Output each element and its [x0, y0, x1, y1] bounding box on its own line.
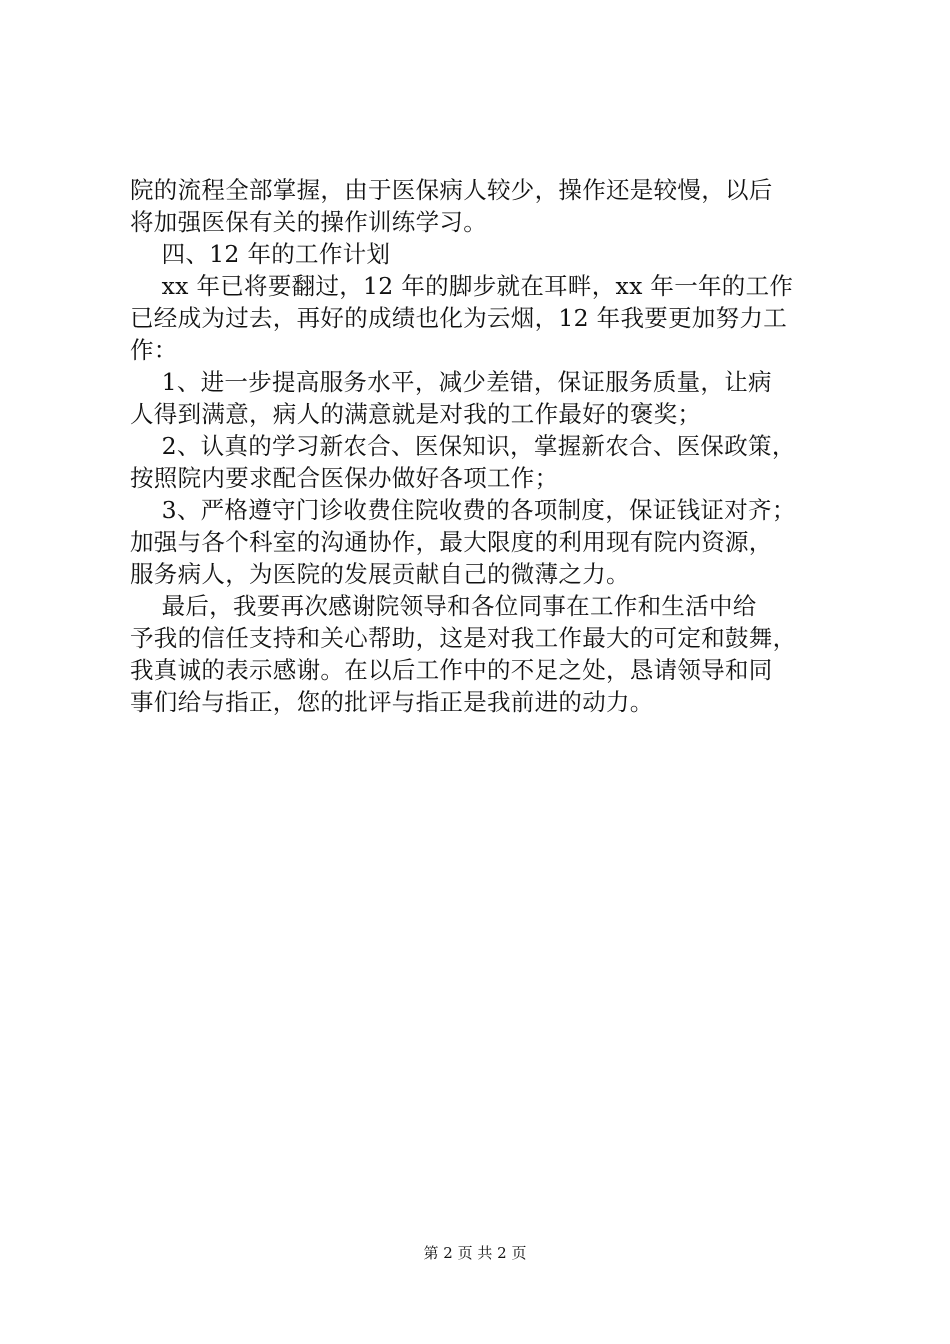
text-line: 院的流程全部掌握，由于医保病人较少，操作还是较慢，以后: [130, 176, 773, 204]
text-line: 作：: [130, 336, 178, 364]
list-item-2: 2、认真的学习新农合、医保知识，掌握新农合、医保政策，: [130, 432, 796, 460]
text-line: 服务病人，为医院的发展贡献自己的微薄之力。: [130, 560, 630, 588]
text-line: 人得到满意，病人的满意就是对我的工作最好的褒奖；: [130, 400, 702, 428]
text-line: 我真诚的表示感谢。在以后工作中的不足之处，恳请领导和同: [130, 656, 773, 684]
text-line: 予我的信任支持和关心帮助，这是对我工作最大的可定和鼓舞，: [130, 624, 797, 652]
closing-paragraph: 最后，我要再次感谢院领导和各位同事在工作和生活中给: [130, 592, 757, 620]
text-line: 已经成为过去，再好的成绩也化为云烟，12 年我要更加努力工: [130, 304, 788, 332]
text-line: 将加强医保有关的操作训练学习。: [130, 208, 487, 236]
text-line: 事们给与指正，您的批评与指正是我前进的动力。: [130, 688, 654, 716]
page-footer: 第 2 页 共 2 页: [423, 1244, 527, 1262]
text-line: 加强与各个科室的沟通协作，最大限度的利用现有院内资源，: [130, 528, 773, 556]
list-item-1: 1、进一步提高服务水平，减少差错，保证服务质量，让病: [130, 368, 772, 396]
text-line: 按照院内要求配合医保办做好各项工作；: [130, 464, 559, 492]
text-line: xx 年已将要翻过，12 年的脚步就在耳畔，xx 年一年的工作: [130, 272, 794, 300]
list-item-3: 3、严格遵守门诊收费住院收费的各项制度，保证钱证对齐；: [130, 496, 796, 524]
section-heading: 四、12 年的工作计划: [130, 240, 391, 268]
